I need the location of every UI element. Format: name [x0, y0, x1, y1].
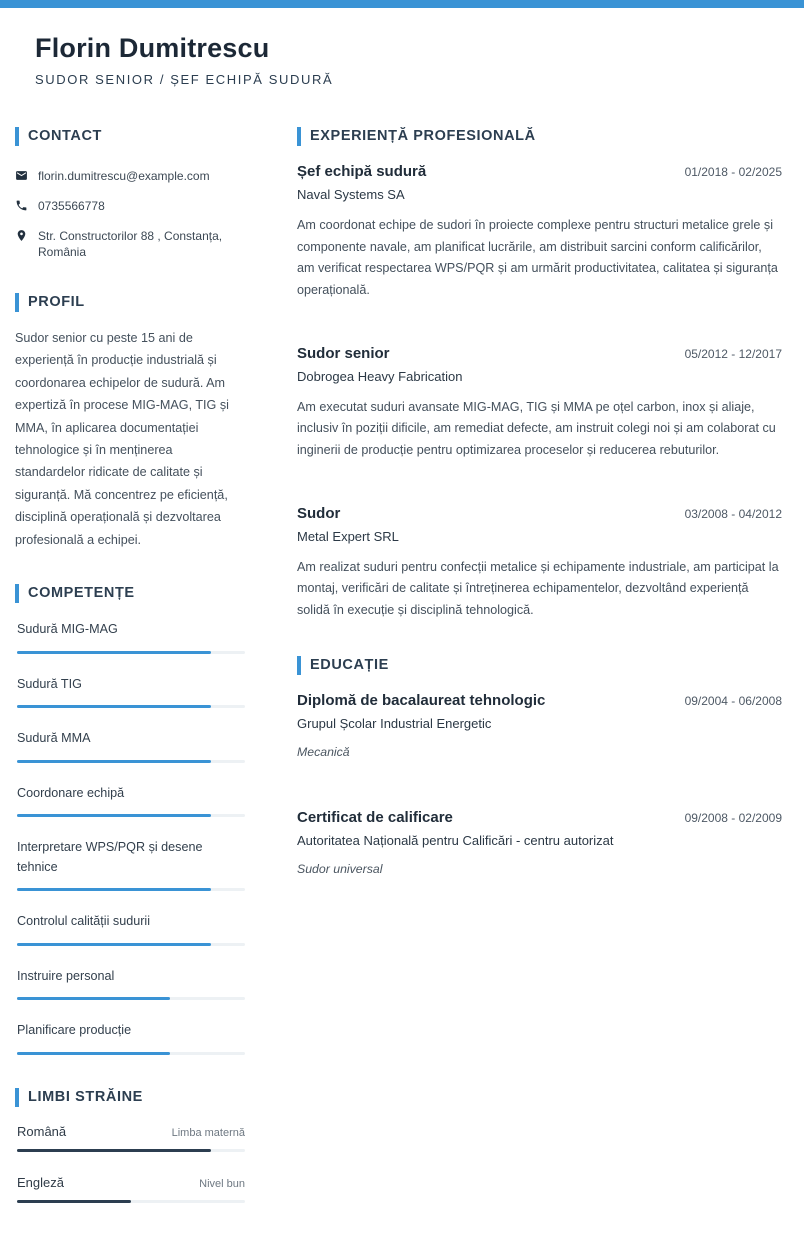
- profile-section: [15, 293, 245, 551]
- experience-item: [297, 163, 782, 302]
- job-title: Șef echipă sudură: [297, 163, 427, 180]
- skill-label: Sudură MIG-MAG: [17, 622, 118, 637]
- job-company: Naval Systems SA: [297, 187, 405, 202]
- experience-item: [297, 345, 782, 462]
- skill-label: Sudură TIG: [17, 676, 82, 691]
- language-label: Engleză: [17, 1174, 64, 1190]
- contact-heading: CONTACT: [15, 127, 245, 146]
- language-label: Română: [17, 1123, 67, 1139]
- contact-list: [15, 168, 245, 260]
- skill-item: [17, 1021, 245, 1055]
- education-institution: Autoritatea Națională pentru Calificări - centru autorizat: [297, 832, 614, 848]
- experience-section: [297, 127, 782, 622]
- language-item: [17, 1124, 245, 1152]
- language-bar-track: [17, 1200, 245, 1203]
- education-item-header: [297, 809, 782, 826]
- language-bar-track: [17, 1149, 245, 1152]
- language-bar-fill: [17, 1200, 131, 1203]
- language-level: Nivel bun: [199, 1177, 245, 1190]
- skill-list: [15, 620, 245, 1055]
- education-item: [297, 692, 782, 759]
- experience-item-header: [297, 163, 782, 180]
- contact-phone-row: [15, 198, 245, 214]
- skill-bar-track: [17, 651, 245, 654]
- education-item: [297, 809, 782, 876]
- language-bar-fill: [17, 1149, 211, 1152]
- skill-item: [17, 784, 245, 818]
- education-list: [297, 692, 782, 876]
- skill-label: Sudură MMA: [17, 731, 91, 746]
- education-dates: 09/2008 - 02/2009: [684, 810, 782, 825]
- phone-value: 0735566778: [38, 199, 105, 213]
- envelope-icon: [15, 169, 28, 182]
- profile-heading: PROFIL: [15, 293, 245, 312]
- education-section: [297, 656, 782, 876]
- skills-section: [15, 584, 245, 1055]
- skill-item: [17, 912, 245, 946]
- degree-title: Diplomă de bacalaureat tehnologic: [297, 691, 546, 709]
- skill-bar-fill: [17, 888, 211, 891]
- skill-bar-track: [17, 943, 245, 946]
- profile-text: Sudor senior cu peste 15 ani de experiență în producție industrială și coordonarea echipelor de sudură. Am expertiză în procese MIG-MAG, TIG și MMA, în aplicarea documentației tehnologice și în menținerea standardelor ridicate de calitate și siguranță. Mă concentrez pe eficiență, disciplină operațională și dezvoltarea profesională a echipei.: [15, 331, 229, 547]
- skill-bar-fill: [17, 651, 211, 654]
- skill-item: [17, 838, 245, 891]
- experience-list: [297, 163, 782, 622]
- resume-body: [0, 99, 804, 1236]
- education-field: Mecanică: [297, 744, 350, 759]
- language-row: [17, 1124, 245, 1139]
- skill-bar-fill: [17, 705, 211, 708]
- education-heading: EDUCAȚIE: [297, 656, 782, 675]
- email-value: florin.dumitrescu@example.com: [38, 169, 210, 183]
- job-company: Metal Expert SRL: [297, 528, 399, 544]
- skill-item: [17, 675, 245, 709]
- contact-email-row: [15, 168, 245, 184]
- resume-header: [0, 8, 804, 99]
- skill-bar-track: [17, 705, 245, 708]
- contact-address-row: [15, 228, 245, 260]
- skill-bar-fill: [17, 943, 211, 946]
- skill-bar-track: [17, 888, 245, 891]
- skill-label: Planificare producție: [17, 1023, 132, 1038]
- top-accent-bar: [0, 0, 804, 8]
- skill-bar-fill: [17, 760, 211, 763]
- experience-item-header: [297, 505, 782, 522]
- job-dates: 01/2018 - 02/2025: [684, 165, 782, 179]
- job-description: Am executat suduri avansate MIG-MAG, TIG și MMA pe oțel carbon, inox și aliaje, inclusiv în poziții dificile, am remediat defecte, am instruit colegi noi și am colaborat cu inginerii de producție pentru optimizarea proceselor și reducerea rebuturilor.: [297, 399, 776, 457]
- language-row: [17, 1175, 245, 1190]
- job-description: Am realizat suduri pentru confecții metalice și echipamente industriale, am participat la montaj, verificări de calitate și întreținerea echipamentelor, dezvoltând experiență solidă în execuție și disciplină tehnologică.: [297, 559, 779, 617]
- job-dates: 03/2008 - 04/2012: [684, 506, 782, 521]
- skill-bar-fill: [17, 997, 170, 1000]
- address-value: Str. Constructorilor 88 , Constanța, România: [38, 229, 223, 259]
- languages-section: [15, 1088, 245, 1203]
- left-column: [15, 127, 245, 1236]
- job-company: Dobrogea Heavy Fabrication: [297, 368, 463, 384]
- skill-label: Interpretare WPS/PQR și desene tehnice: [17, 840, 203, 874]
- job-title: Sudor: [297, 504, 341, 522]
- degree-title: Certificat de calificare: [297, 808, 453, 826]
- skill-bar-track: [17, 1052, 245, 1055]
- skills-heading: COMPETENȚE: [15, 584, 245, 603]
- skill-bar-track: [17, 760, 245, 763]
- education-institution: Grupul Școlar Industrial Energetic: [297, 715, 492, 731]
- skill-item: [17, 620, 245, 654]
- education-dates: 09/2004 - 06/2008: [684, 693, 782, 708]
- contact-section: [15, 127, 245, 260]
- job-dates: 05/2012 - 12/2017: [684, 346, 782, 361]
- skill-bar-track: [17, 997, 245, 1000]
- skill-bar-fill: [17, 814, 211, 817]
- languages-heading: LIMBI STRĂINE: [15, 1088, 245, 1107]
- phone-icon: [15, 199, 28, 212]
- skill-label: Coordonare echipă: [17, 785, 125, 800]
- education-item-header: [297, 692, 782, 709]
- job-description: Am coordonat echipe de sudori în proiecte complexe pentru structuri metalice grele și componente navale, am planificat lucrările, am distribuit sarcini conform calificărilor, am verificat respectarea WPS/PQR și am urmărit productivitatea, calitatea și siguranța operațională.: [297, 218, 778, 297]
- language-level: Limba maternă: [171, 1126, 245, 1139]
- location-pin-icon: [15, 229, 28, 242]
- language-item: [17, 1175, 245, 1203]
- person-name: Florin Dumitrescu: [35, 33, 270, 63]
- skill-bar-fill: [17, 1052, 170, 1055]
- education-field: Sudor universal: [297, 861, 383, 876]
- experience-item-header: [297, 345, 782, 362]
- experience-heading: EXPERIENȚĂ PROFESIONALĂ: [297, 127, 782, 146]
- person-job-title: SUDOR SENIOR / ȘEF ECHIPĂ SUDURĂ: [35, 72, 334, 87]
- skill-label: Controlul calității sudurii: [17, 914, 150, 929]
- experience-item: [297, 505, 782, 622]
- skill-bar-track: [17, 814, 245, 817]
- language-list: [15, 1124, 245, 1203]
- skill-item: [17, 967, 245, 1001]
- right-column: [297, 127, 782, 1236]
- job-title: Sudor senior: [297, 344, 390, 362]
- skill-item: [17, 729, 245, 763]
- skill-label: Instruire personal: [17, 968, 115, 983]
